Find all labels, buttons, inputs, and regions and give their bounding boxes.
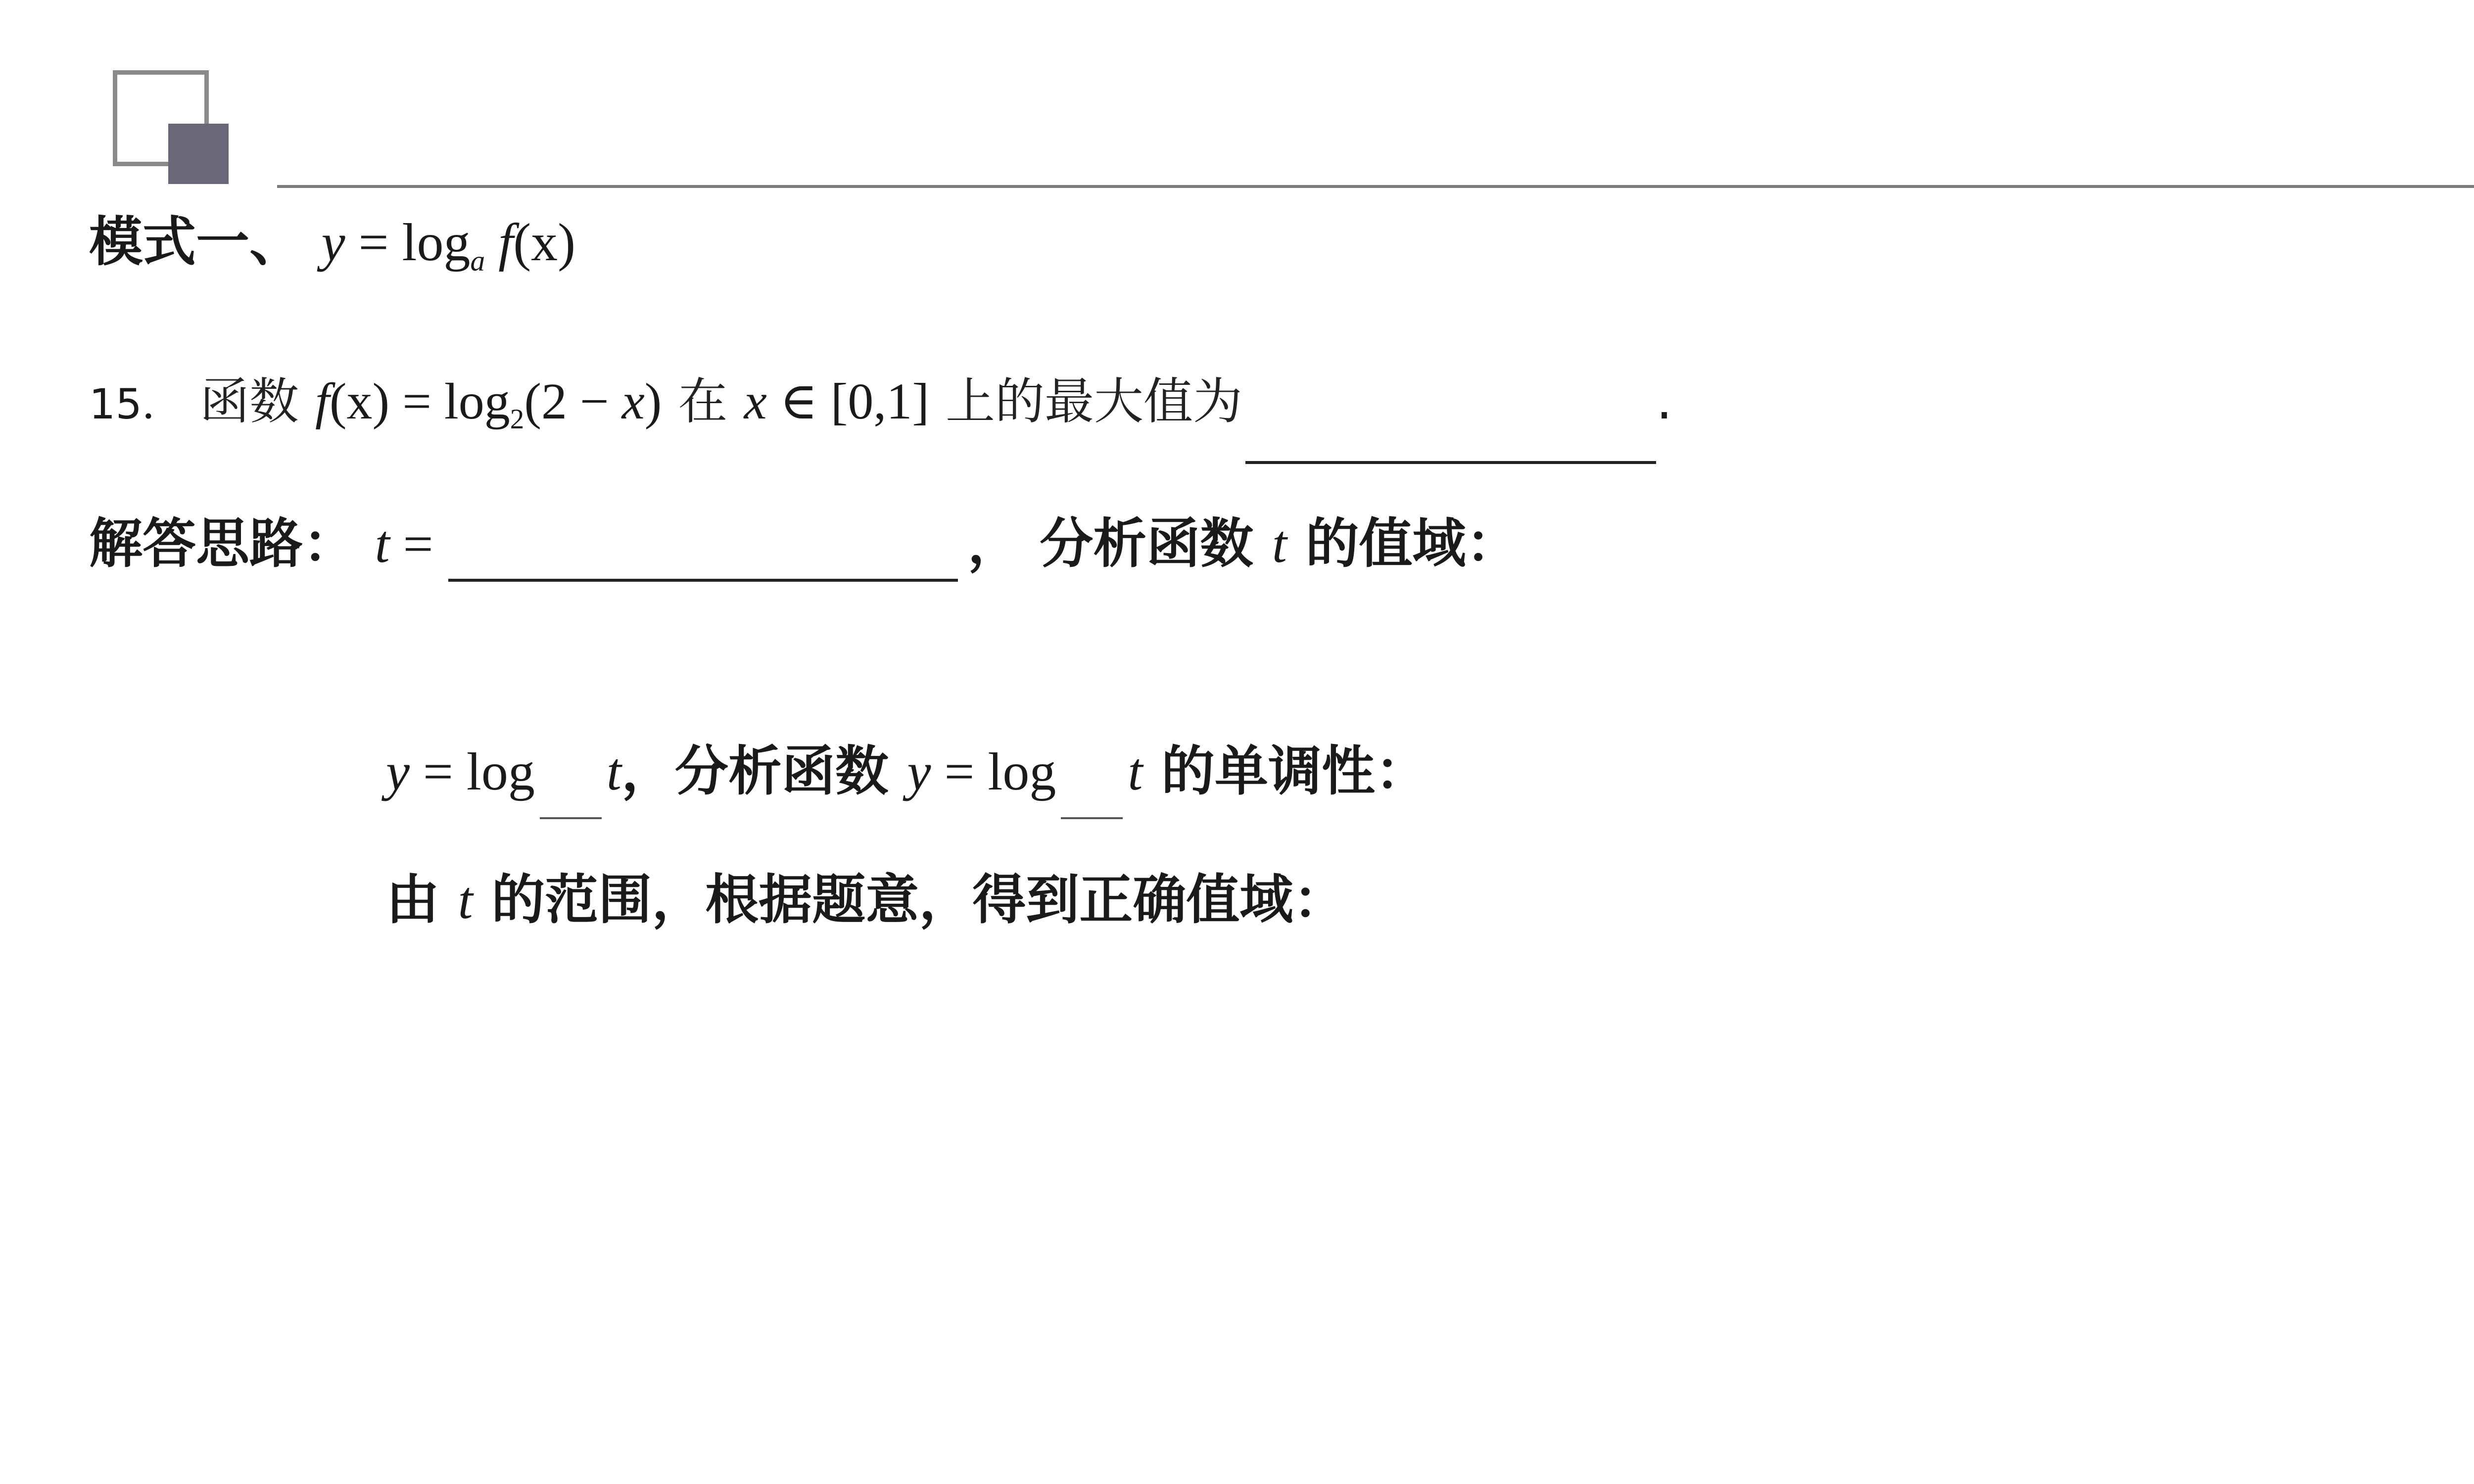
section-heading: [89, 198, 575, 305]
formula-f: f: [485, 213, 514, 272]
question-f: f: [315, 373, 330, 430]
step3-t: t: [458, 871, 473, 930]
step2-y2: y: [907, 742, 931, 801]
hint-eq: =: [389, 515, 433, 574]
question-end: .: [1656, 371, 1673, 431]
question-mid: 在: [678, 372, 728, 430]
corner-square-filled-icon: [168, 124, 229, 184]
hint-label: 解答思路：: [89, 513, 357, 575]
step2-expr2: [907, 742, 1143, 801]
log-base-blank-2[interactable]: [1061, 773, 1123, 819]
log-base-blank-1[interactable]: [540, 773, 602, 819]
hint-t-expression: [375, 515, 433, 574]
question-domain: [744, 373, 929, 430]
question-arg-x: x: [621, 373, 645, 430]
formula-base-a: a: [470, 244, 485, 277]
hint-text1: 分析函数: [1040, 513, 1254, 575]
step2-text: 分析函数: [674, 741, 889, 802]
question-arg-close: ): [644, 373, 662, 430]
step-monotonicity: [386, 727, 1428, 819]
question-suffix: 上的最大值为: [946, 372, 1243, 430]
hint-text2: 的值域：: [1305, 513, 1520, 575]
hint-t2: t: [1272, 515, 1287, 574]
step2-comma: ，: [621, 741, 675, 802]
step3-text: 的范围，根据题意，得到正确值域：: [491, 869, 1347, 931]
step2-y: y: [386, 742, 410, 801]
question-fx: (x) = log: [329, 373, 510, 430]
step2-log: = log: [409, 742, 535, 801]
question-function: [315, 373, 662, 435]
answer-blank[interactable]: [1245, 407, 1656, 464]
question-log-base: 2: [510, 404, 524, 435]
formula-log: = log: [345, 213, 471, 272]
question-prefix: 函数: [199, 372, 299, 430]
formula-arg: (x): [513, 213, 576, 272]
solution-hint: [89, 500, 1519, 589]
formula-y: y: [321, 213, 345, 272]
step2-t2: t: [1128, 742, 1143, 801]
hint-comma: ，: [967, 513, 1021, 575]
question-number: 15．: [89, 380, 184, 428]
step-range: [386, 856, 1346, 945]
hint-t: t: [375, 515, 390, 574]
step2-t: t: [606, 742, 621, 801]
header-divider: [277, 185, 2474, 188]
step2-expr1: [386, 742, 621, 801]
heading-label: 模式一、: [89, 211, 303, 273]
question-arg: (2 −: [524, 373, 622, 430]
heading-formula: [321, 213, 576, 277]
t-blank[interactable]: [448, 505, 958, 582]
step3-pre: 由: [386, 869, 440, 931]
question-x: x: [744, 373, 767, 430]
question-interval: ∈ [0,1]: [779, 373, 929, 430]
step2-text2: 的单调性：: [1161, 741, 1429, 802]
question-15: [89, 356, 1672, 464]
step2-log2: = log: [931, 742, 1056, 801]
